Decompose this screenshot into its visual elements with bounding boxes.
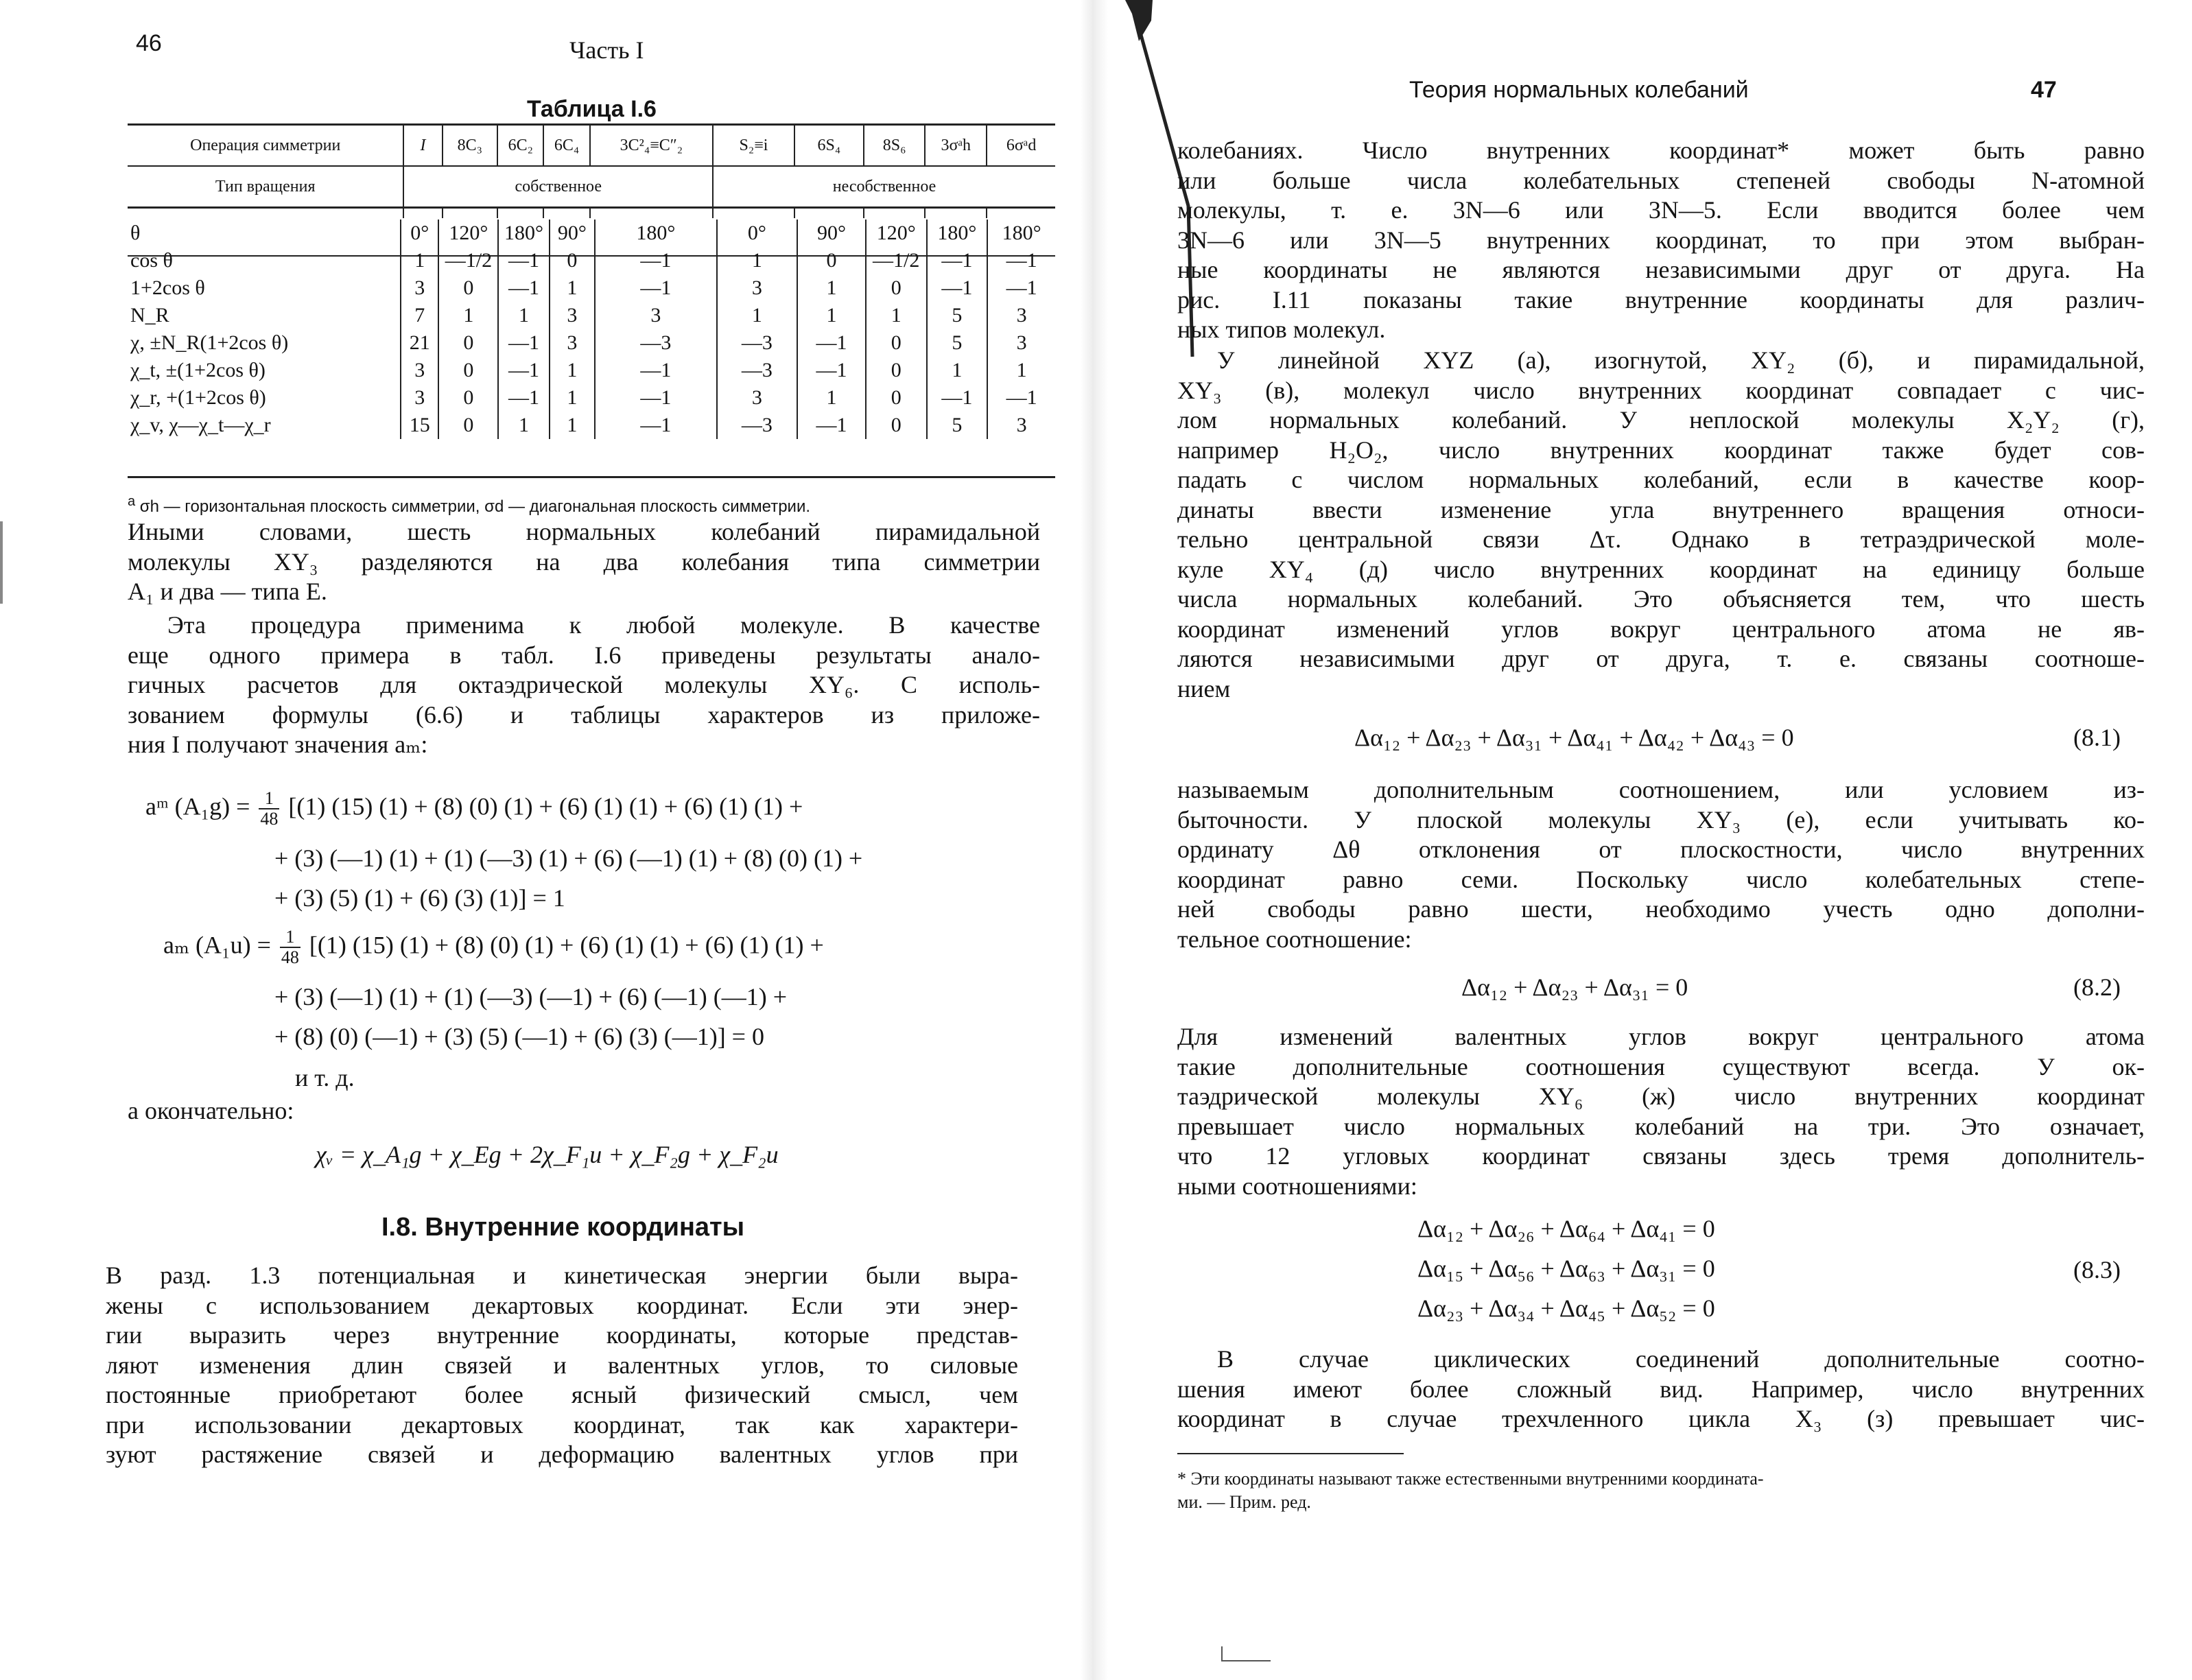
table-cell: —1: [1006, 249, 1037, 272]
table-cell: 7: [401, 302, 438, 329]
text-line: такие дополнительные соотношения существуют всегда. У ок-: [1177, 1052, 2145, 1080]
right-page: [1091, 0, 2192, 1680]
header-op: I: [403, 125, 442, 167]
paragraph-2: [128, 611, 1040, 760]
header-op: 3C²₄≡C″₂: [590, 125, 713, 167]
table-cell: 5: [927, 329, 988, 357]
equation-number: (8.1): [2073, 724, 2121, 751]
equation-number: (8.2): [2073, 973, 2121, 1001]
text-line: нием: [1177, 674, 1231, 702]
text-line: постоянные приобретают более ясный физический смысл, чем: [106, 1381, 1018, 1408]
text-line: молекулы, т. е. 3N—6 или 3N—5. Если вводится более чем: [1177, 196, 2145, 224]
left-page: [0, 0, 1091, 1680]
paragraph-r5: [1177, 1345, 2145, 1434]
text-line: Иными словами, шесть нормальных колебаний пирамидальной: [128, 518, 1040, 545]
text-line: координат равно семи. Поскольку число колебательных степе-: [1177, 865, 2145, 893]
table-row: [128, 329, 1055, 357]
header-op: S₂≡i: [713, 125, 794, 167]
table-cell: 1: [797, 274, 866, 302]
table-cell: —1: [927, 274, 988, 302]
text-line: зованием формулы (6.6) и таблицы характеров из приложе-: [128, 700, 1040, 729]
equation-a1u: [163, 927, 824, 967]
table-cell: 1: [550, 412, 596, 439]
text-line: лом нормальных колебаний. У неплоской молекулы X₂Y₂ (г),: [1177, 406, 2145, 434]
text-line: числа нормальных колебаний. Это объясняется тем, что шесть: [1177, 585, 2145, 613]
paragraph-r1: [1177, 136, 2145, 345]
table-header-row: [128, 125, 1055, 167]
symmetry-table: [128, 123, 1055, 218]
text-line: ней свободы равно шести, необходимо учесть одно дополни-: [1177, 895, 2145, 923]
table-cell: —3: [595, 329, 716, 357]
header-op: 6σᵃd: [987, 125, 1055, 167]
paragraph-1: [128, 517, 1040, 607]
table-cell: 1: [498, 302, 549, 329]
text-line: таэдрической молекулы XY₆ (ж) число внутренних координат: [1177, 1082, 2145, 1110]
fraction: $\frac{1}{48}$: [281, 927, 299, 967]
table-cell: 1: [717, 302, 798, 329]
page-number-right: 47: [2031, 77, 2057, 103]
table-row: [128, 412, 1055, 439]
text-line: например H₂O₂, число внутренних координат также будет сов-: [1177, 436, 2145, 464]
table-footnote-text: σh — горизонтальная плоскость симметрии, σd — диагональная плоскость симметрии.: [139, 497, 811, 516]
header-op: 6S₄: [794, 125, 864, 167]
row-label: cos θ: [128, 247, 401, 274]
rotation-proper: собственное: [403, 166, 713, 208]
header-op: 3σᵃh: [925, 125, 987, 167]
text-line: еще одного примера в табл. I.6 приведены результаты анало-: [128, 641, 1040, 669]
table-cell: —1/2: [438, 247, 498, 274]
table-cell: 0: [797, 247, 866, 274]
row-label: N_R: [128, 302, 401, 329]
table-cell: 3: [550, 302, 596, 329]
eq-line: [(1) (15) (1) + (8) (0) (1) + (6) (1) (1) + (6) (1) (1) +: [309, 931, 824, 959]
text-line: ординату Δθ отклонения от плоскостности, число внутренних: [1177, 836, 2145, 863]
table-row: [128, 274, 1055, 302]
table-cell: 180°: [498, 220, 549, 247]
row-label: χ, ±N_R(1+2cos θ): [128, 329, 401, 357]
equation-8-3-line: Δα₁₅ + Δα₅₆ + Δα₆₃ + Δα₃₁ = 0: [1417, 1255, 1715, 1282]
footnote-line: ми. — Прим. ред.: [1177, 1492, 1311, 1512]
header-op: 8C₃: [443, 125, 498, 167]
table-cell: 3: [717, 384, 798, 412]
table-cell: 90°: [550, 220, 596, 247]
text-line: У линейной XYZ (а), изогнутой, XY₂ (б), и пирамидальной,: [1217, 346, 2145, 374]
table-cell: 5: [927, 412, 988, 439]
eq-line: + (8) (0) (—1) + (3) (5) (—1) + (6) (3) (—1)] = 0: [274, 1023, 764, 1050]
paragraph-r4: [1177, 1022, 2145, 1201]
text-line: при использовании декартовых координат, так как характери-: [106, 1410, 1018, 1439]
text-line: Для изменений валентных углов вокруг центрального атома: [1177, 1023, 2145, 1050]
table-cell: 3: [1016, 414, 1027, 436]
equation-a1g: [145, 789, 803, 829]
table-cell: 0: [438, 412, 498, 439]
table-cell: —1: [927, 384, 988, 412]
table-cell: 0: [866, 329, 927, 357]
table-cell: 5: [927, 302, 988, 329]
table-cell: 3: [1016, 331, 1027, 354]
table-cell: 120°: [866, 220, 927, 247]
text-line: A₁ и два — типа E.: [128, 578, 327, 605]
table-cell: 0: [438, 357, 498, 384]
table-footnote: $^a$ σh — горизонтальная плоскость симметрии, σd — диагональная плоскость симметрии.: [128, 494, 811, 516]
table-cell: 0: [866, 412, 927, 439]
table-cell: 180°: [927, 220, 988, 247]
equation-8-3-line: Δα₁₂ + Δα₂₆ + Δα₆₄ + Δα₄₁ = 0: [1417, 1215, 1715, 1242]
paragraph-r3: [1177, 775, 2145, 954]
text-line: или больше числа колебательных степеней свободы N-атомной: [1177, 166, 2145, 194]
paragraph-r2: [1177, 346, 2145, 704]
table-cell: —1: [927, 247, 988, 274]
section-title: I.8. Внутренние координаты: [381, 1213, 745, 1242]
table-cell: 0: [866, 357, 927, 384]
footnote-line: * Эти координаты называют также естественными внутренними координата-: [1177, 1469, 1764, 1489]
table-cell: 3: [401, 384, 438, 412]
table-cell: 3: [717, 274, 798, 302]
eq-line: + (3) (—1) (1) + (1) (—3) (1) + (6) (—1) (1) + (8) (0) (1) +: [274, 844, 863, 872]
table-cell: 1: [550, 357, 596, 384]
table-cell: 0: [438, 384, 498, 412]
text-line: 3N—6 или 3N—5 внутренних координат, то при этом выбран-: [1177, 226, 2145, 254]
page-number-left: 46: [136, 30, 162, 56]
text-line: В случае циклических соединений дополнительные соотно-: [1217, 1345, 2145, 1373]
table-cell: 1: [1016, 359, 1027, 381]
table-cell: —1: [595, 384, 716, 412]
text-line: падать с числом нормальных колебаний, если в качестве коор-: [1177, 466, 2145, 493]
text-line: быточности. У плоской молекулы XY₃ (е), если учитывать ко-: [1177, 805, 2145, 833]
eq-lhs: aₘ (A₁u) =: [163, 931, 271, 959]
table-cell: 1: [927, 357, 988, 384]
text-line: ные координаты не являются независимыми друг от друга. На: [1177, 256, 2145, 283]
rotation-label: Тип вращения: [128, 166, 403, 208]
table-cell: 1: [717, 247, 798, 274]
table-cell: —1: [498, 274, 549, 302]
eq-lhs: aᵐ (A₁g) =: [145, 792, 250, 820]
text-line: XY₃ (в), молекул число внутренних координат совпадает с чис-: [1177, 376, 2145, 404]
text-line: ляются независимыми друг от друга, т. е. связаны соотноше-: [1177, 645, 2145, 672]
table-cell: —1: [797, 412, 866, 439]
table-cell: 3: [595, 302, 716, 329]
text-line: ных типов молекул.: [1177, 316, 1386, 343]
equation-number: (8.3): [2073, 1256, 2121, 1283]
equation-8-2: Δα₁₂ + Δα₂₃ + Δα₃₁ = 0: [1461, 973, 1688, 1001]
rotation-type-row: [128, 166, 1055, 208]
table-cell: 3: [401, 357, 438, 384]
text-line: куле XY₄ (д) число внутренних координат на единицу больше: [1177, 555, 2145, 583]
table-cell: 0: [438, 329, 498, 357]
text-line: тельно центральной связи Δτ. Однако в тетраэдрической моле-: [1177, 525, 2145, 553]
table-cell: —1: [797, 357, 866, 384]
text-line: тельное соотношение:: [1177, 925, 1412, 953]
table-cell: —1/2: [866, 247, 927, 274]
table-cell: —1: [595, 247, 716, 274]
table-cell: 0°: [717, 220, 798, 247]
table-row: [128, 302, 1055, 329]
header-op: 6C₂: [497, 125, 543, 167]
header-op: 6C₄: [543, 125, 589, 167]
table-cell: —1: [498, 247, 549, 274]
table-cell: 1: [401, 247, 438, 274]
table-cell: —1: [595, 357, 716, 384]
table-cell: 1: [550, 384, 596, 412]
table-cell: 180°: [1002, 222, 1041, 244]
equation-8-1: Δα₁₂ + Δα₂₃ + Δα₃₁ + Δα₄₁ + Δα₄₂ + Δα₄₃ = 0: [1354, 724, 1794, 751]
text-line: жены с использованием декартовых координат. Если эти энер-: [106, 1291, 1018, 1319]
row-label: χ_r, +(1+2cos θ): [128, 384, 401, 412]
table-end-rule: [128, 476, 1055, 478]
table-row: [128, 220, 1055, 247]
eq-line: + (3) (5) (1) + (6) (3) (1)] = 1: [274, 884, 565, 912]
table-cell: 1: [797, 302, 866, 329]
header-label: Операция симметрии: [128, 125, 403, 167]
table-cell: —1: [595, 274, 716, 302]
symmetry-table-data: [128, 220, 1055, 439]
table-cell: —1: [498, 357, 549, 384]
table-cell: —1: [1006, 386, 1037, 409]
table-title: Таблица I.6: [527, 96, 657, 122]
table-cell: —3: [717, 329, 798, 357]
text-line: гичных расчетов для октаэдрической молекулы XY₆. С исполь-: [128, 671, 1040, 698]
table-cell: 3: [1016, 304, 1027, 327]
row-label: χ_v, χ—χ_t—χ_r: [128, 412, 401, 439]
table-cell: 0: [550, 247, 596, 274]
text-line: ляют изменения длин связей и валентных углов, то силовые: [106, 1351, 1018, 1379]
fraction: $\frac{1}{48}$: [260, 788, 279, 829]
table-cell: —3: [717, 412, 798, 439]
row-label: θ: [128, 220, 401, 247]
footnote-rule: [1177, 1453, 1404, 1454]
table-cell: 180°: [595, 220, 716, 247]
table-cell: —3: [717, 357, 798, 384]
text-line: колебаниях. Число внутренних координат* может быть равно: [1177, 137, 2145, 164]
table-cell: 15: [401, 412, 438, 439]
table-cell: —1: [797, 329, 866, 357]
table-cell: 21: [401, 329, 438, 357]
table-cell: 0: [866, 384, 927, 412]
equation-8-3-line: Δα₂₃ + Δα₃₄ + Δα₄₅ + Δα₅₂ = 0: [1417, 1294, 1715, 1322]
text-line: координат в случае трехчленного цикла X₃ (з) превышает чис-: [1177, 1405, 2145, 1432]
text-line: молекулы XY₃ разделяются на два колебания типа симметрии: [128, 547, 1040, 576]
scan-edge-mark: [0, 521, 3, 604]
text-line: что 12 угловых координат связаны здесь тремя дополнитель-: [1177, 1142, 2145, 1170]
text-line: зуют растяжение связей и деформацию валентных углов при: [106, 1441, 1018, 1468]
text-line: шения имеют более сложный вид. Например, число внутренних: [1177, 1375, 2145, 1403]
table-row: [128, 247, 1055, 274]
row-label: 1+2cos θ: [128, 274, 401, 302]
table-cell: —1: [498, 384, 549, 412]
table-cell: 3: [401, 274, 438, 302]
table-cell: 0: [866, 274, 927, 302]
table-row: [128, 357, 1055, 384]
etc-text: и т. д.: [295, 1064, 355, 1091]
finally-text: а окончательно:: [128, 1097, 294, 1124]
table-cell: 1: [866, 302, 927, 329]
eq-line: + (3) (—1) (1) + (1) (—3) (—1) + (6) (—1) (—1) +: [274, 983, 787, 1010]
rotation-improper: несобственное: [713, 166, 1055, 208]
text-line: превышает число нормальных колебаний на три. Это означает,: [1177, 1112, 2145, 1140]
text-line: рис. I.11 показаны такие внутренние координаты для различ-: [1177, 285, 2145, 313]
table-cell: 1: [797, 384, 866, 412]
row-label: χ_t, ±(1+2cos θ): [128, 357, 401, 384]
text-line: гии выразить через внутренние координаты, которые представ-: [106, 1321, 1018, 1349]
chi-equation: χᵥ = χ_A₁g + χ_Eg + 2χ_F₁u + χ_F₂g + χ_F₂u: [316, 1141, 779, 1168]
text-line: ния I получают значения aₘ:: [128, 731, 428, 758]
text-line: динаты ввести изменение угла внутреннего вращения относи-: [1177, 495, 2145, 523]
table-cell: 1: [438, 302, 498, 329]
table-cell: 0: [438, 274, 498, 302]
table-cell: —1: [1006, 276, 1037, 299]
table-cell: 3: [550, 329, 596, 357]
table-cell: 120°: [438, 220, 498, 247]
table-cell: —1: [595, 412, 716, 439]
table-cell: 1: [550, 274, 596, 302]
paragraph-3: [106, 1261, 1018, 1470]
table-row: [128, 384, 1055, 412]
running-head-left: Часть I: [569, 36, 644, 64]
text-line: ными соотношениями:: [1177, 1172, 1417, 1200]
text-line: Эта процедура применима к любой молекуле. В качестве: [167, 611, 1040, 639]
table-cell: —1: [498, 329, 549, 357]
running-head-right: Теория нормальных колебаний: [1409, 77, 1749, 103]
text-line: В разд. 1.3 потенциальная и кинетическая энергии были выра-: [106, 1262, 1018, 1289]
scan-corner-mark: [1221, 1646, 1271, 1661]
text-line: называемым дополнительным соотношением, или условием из-: [1177, 776, 2145, 803]
table-cell: 90°: [797, 220, 866, 247]
table-cell: 0°: [401, 220, 438, 247]
text-line: координат изменений углов вокруг центрального атома не яв-: [1177, 615, 2145, 643]
header-op: 8S₆: [864, 125, 926, 167]
eq-line: [(1) (15) (1) + (8) (0) (1) + (6) (1) (1) + (6) (1) (1) +: [288, 792, 803, 820]
table-cell: 1: [498, 412, 549, 439]
